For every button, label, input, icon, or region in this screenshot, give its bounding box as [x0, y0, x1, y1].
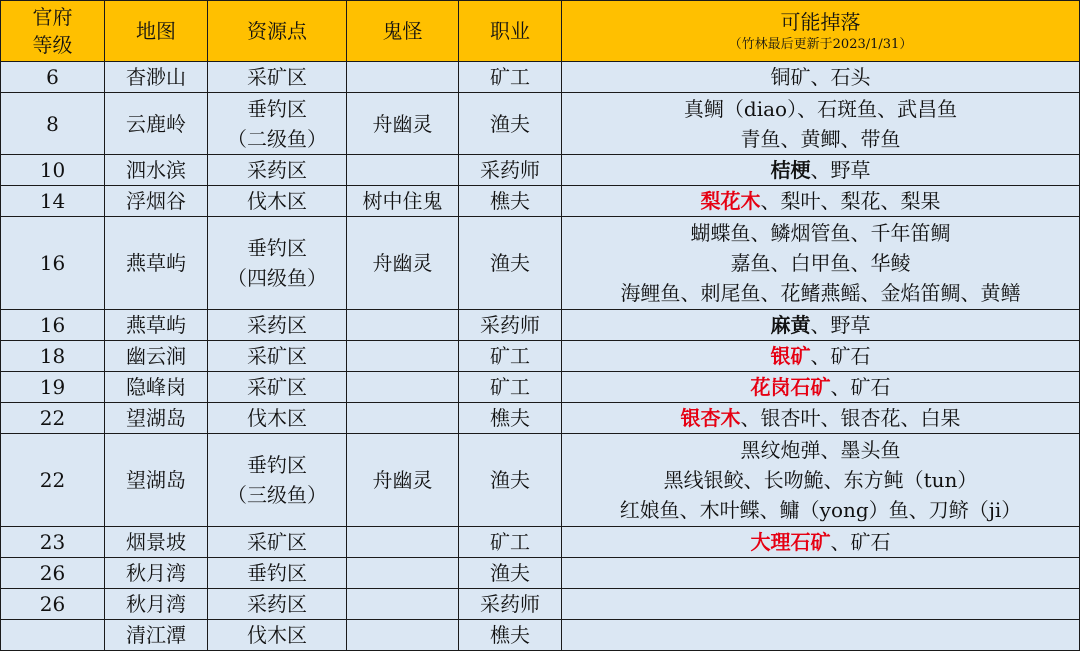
header-drops-note: （竹林最后更新于2023/1/31）	[728, 37, 913, 52]
rank-cell: 10	[1, 155, 105, 186]
ghost-cell	[347, 372, 459, 403]
bold-drop: 麻黄	[770, 313, 811, 337]
job-cell: 樵夫	[459, 186, 562, 217]
resource-cell	[208, 341, 347, 372]
ghost-cell: 树中住鬼	[347, 186, 459, 217]
drops-line	[562, 403, 1079, 433]
drops-line	[562, 62, 1079, 92]
table-row	[1, 62, 1080, 93]
rank-cell: 26	[1, 589, 105, 620]
highlight-drop: 花岗石矿	[750, 375, 831, 399]
job-cell: 矿工	[459, 341, 562, 372]
table-row	[1, 93, 1080, 155]
map-cell: 望湖岛	[105, 403, 208, 434]
drops-line	[562, 341, 1079, 371]
header-rank-line2: 等级	[32, 33, 73, 57]
map-cell: 烟景坡	[105, 527, 208, 558]
map-cell: 云鹿岭	[105, 93, 208, 155]
drop-text: 、野草	[810, 158, 871, 182]
drops-line	[562, 495, 1079, 525]
ghost-cell	[347, 527, 459, 558]
drop-text: 、梨叶、梨花、梨果	[760, 189, 941, 213]
drops-cell	[562, 186, 1080, 217]
resource-line: （三级鱼）	[227, 483, 327, 507]
drops-line	[562, 435, 1079, 465]
resource-cell	[208, 93, 347, 155]
map-cell: 望湖岛	[105, 434, 208, 527]
resource-line: 垂钓区	[247, 453, 307, 477]
resource-line: 采药区	[247, 592, 307, 616]
header-rank	[1, 1, 105, 62]
ghost-cell	[347, 341, 459, 372]
drops-line	[562, 310, 1079, 340]
drop-text: 蝴蝶鱼、鳞烟管鱼、千年笛鲷	[690, 221, 951, 245]
ghost-cell	[347, 589, 459, 620]
header-drops	[562, 1, 1080, 62]
job-cell: 采药师	[459, 155, 562, 186]
ghost-cell	[347, 558, 459, 589]
resource-cell	[208, 155, 347, 186]
table-row	[1, 217, 1080, 310]
rank-cell: 19	[1, 372, 105, 403]
rank-cell: 23	[1, 527, 105, 558]
drops-cell	[562, 372, 1080, 403]
resource-line: 垂钓区	[247, 236, 307, 260]
drops-cell	[562, 62, 1080, 93]
resource-line: 伐木区	[247, 406, 307, 430]
highlight-drop: 银矿	[770, 344, 811, 368]
rank-cell: 22	[1, 434, 105, 527]
resource-line: 采矿区	[247, 344, 307, 368]
table-row	[1, 310, 1080, 341]
ghost-cell: 舟幽灵	[347, 434, 459, 527]
table-row	[1, 155, 1080, 186]
resource-line: （四级鱼）	[227, 266, 327, 290]
ghost-cell	[347, 620, 459, 651]
resource-cell	[208, 558, 347, 589]
map-cell: 浮烟谷	[105, 186, 208, 217]
table-row	[1, 403, 1080, 434]
header-resource: 资源点	[208, 1, 347, 62]
header-drops-title: 可能掉落	[780, 10, 861, 34]
drops-line	[562, 278, 1079, 308]
resource-line: 采药区	[247, 313, 307, 337]
ghost-cell: 舟幽灵	[347, 93, 459, 155]
rank-cell: 6	[1, 62, 105, 93]
resource-cell	[208, 589, 347, 620]
job-cell: 采药师	[459, 589, 562, 620]
ghost-cell: 舟幽灵	[347, 217, 459, 310]
drop-text: 、矿石	[810, 344, 871, 368]
drops-cell	[562, 341, 1080, 372]
rank-cell: 8	[1, 93, 105, 155]
drops-line	[562, 527, 1079, 557]
rank-cell: 14	[1, 186, 105, 217]
table-body	[1, 62, 1080, 651]
drops-line	[562, 124, 1079, 154]
resource-cell	[208, 310, 347, 341]
resource-cell	[208, 62, 347, 93]
job-cell: 渔夫	[459, 434, 562, 527]
rank-cell	[1, 620, 105, 651]
resource-line: 伐木区	[247, 623, 307, 647]
drops-cell	[562, 310, 1080, 341]
drop-text: 黑纹炮弹、墨头鱼	[740, 438, 901, 462]
resource-line: 伐木区	[247, 189, 307, 213]
job-cell: 樵夫	[459, 620, 562, 651]
job-cell: 樵夫	[459, 403, 562, 434]
resource-line: （二级鱼）	[227, 126, 327, 151]
drop-text: 红娘鱼、木叶鲽、鳙（yong）鱼、刀鲚（ji）	[619, 498, 1022, 522]
map-cell: 隐峰岗	[105, 372, 208, 403]
header-job: 职业	[459, 1, 562, 62]
drops-line	[562, 155, 1079, 185]
ghost-cell	[347, 62, 459, 93]
resource-line: 垂钓区	[247, 561, 307, 585]
rank-cell: 16	[1, 217, 105, 310]
map-cell: 幽云涧	[105, 341, 208, 372]
job-cell: 采药师	[459, 310, 562, 341]
drop-text: 嘉鱼、白甲鱼、华鲮	[730, 251, 911, 275]
drops-cell	[562, 527, 1080, 558]
drops-cell	[562, 620, 1080, 651]
drop-text: 海鲤鱼、刺尾鱼、花鳍燕鳐、金焰笛鲷、黄鳝	[620, 281, 1021, 305]
map-cell: 泗水滨	[105, 155, 208, 186]
drops-line	[562, 465, 1079, 495]
resource-cell	[208, 186, 347, 217]
drop-text: 、矿石	[830, 530, 891, 554]
map-cell: 杳渺山	[105, 62, 208, 93]
ghost-cell	[347, 403, 459, 434]
resource-cell	[208, 527, 347, 558]
job-cell: 渔夫	[459, 217, 562, 310]
map-cell: 秋月湾	[105, 558, 208, 589]
resource-cell	[208, 434, 347, 527]
ghost-cell	[347, 155, 459, 186]
drop-text: 、野草	[810, 313, 871, 337]
map-cell: 燕草屿	[105, 310, 208, 341]
drops-cell	[562, 434, 1080, 527]
drops-line	[562, 186, 1079, 216]
drops-cell	[562, 217, 1080, 310]
map-cell: 燕草屿	[105, 217, 208, 310]
drop-text: 青鱼、黄鲫、带鱼	[740, 126, 901, 151]
header-rank-line1: 官府	[32, 5, 73, 29]
resource-cell	[208, 620, 347, 651]
table-row	[1, 341, 1080, 372]
table-row	[1, 186, 1080, 217]
drops-cell	[562, 589, 1080, 620]
table-row	[1, 558, 1080, 589]
rank-cell: 22	[1, 403, 105, 434]
map-cell: 清江潭	[105, 620, 208, 651]
drops-line	[562, 94, 1079, 124]
highlight-drop: 梨花木	[700, 189, 761, 213]
header-map: 地图	[105, 1, 208, 62]
resource-line: 垂钓区	[247, 96, 307, 121]
resource-line: 采矿区	[247, 375, 307, 399]
rank-cell: 18	[1, 341, 105, 372]
job-cell: 渔夫	[459, 93, 562, 155]
table-row	[1, 372, 1080, 403]
rank-cell: 26	[1, 558, 105, 589]
job-cell: 矿工	[459, 527, 562, 558]
resource-cell	[208, 217, 347, 310]
drop-text: 、银杏叶、银杏花、白果	[740, 406, 961, 430]
table-row	[1, 589, 1080, 620]
drop-text: 铜矿、石头	[770, 65, 871, 89]
drops-cell	[562, 403, 1080, 434]
drops-cell	[562, 558, 1080, 589]
drops-cell	[562, 93, 1080, 155]
bold-drop: 桔梗	[770, 158, 811, 182]
job-cell: 渔夫	[459, 558, 562, 589]
drops-line	[562, 248, 1079, 278]
drops-line	[562, 218, 1079, 248]
ghost-cell	[347, 310, 459, 341]
resource-line: 采矿区	[247, 530, 307, 554]
rank-cell: 16	[1, 310, 105, 341]
highlight-drop: 大理石矿	[750, 530, 831, 554]
drops-cell	[562, 155, 1080, 186]
drops-line	[562, 372, 1079, 402]
table-row	[1, 527, 1080, 558]
drop-text: 黑线银鲛、长吻鮠、东方鲀（tun）	[663, 468, 978, 492]
drop-text: 、矿石	[830, 375, 891, 399]
job-cell: 矿工	[459, 372, 562, 403]
resource-line: 采药区	[247, 158, 307, 182]
drop-text: 真鲷（diao）、石斑鱼、武昌鱼	[683, 96, 958, 121]
table-row	[1, 620, 1080, 651]
header-ghost: 鬼怪	[347, 1, 459, 62]
header-row	[1, 1, 1080, 62]
table-row	[1, 434, 1080, 527]
job-cell: 矿工	[459, 62, 562, 93]
highlight-drop: 银杏木	[680, 406, 741, 430]
resource-cell	[208, 372, 347, 403]
resource-cell	[208, 403, 347, 434]
resource-line: 采矿区	[247, 65, 307, 89]
map-cell: 秋月湾	[105, 589, 208, 620]
